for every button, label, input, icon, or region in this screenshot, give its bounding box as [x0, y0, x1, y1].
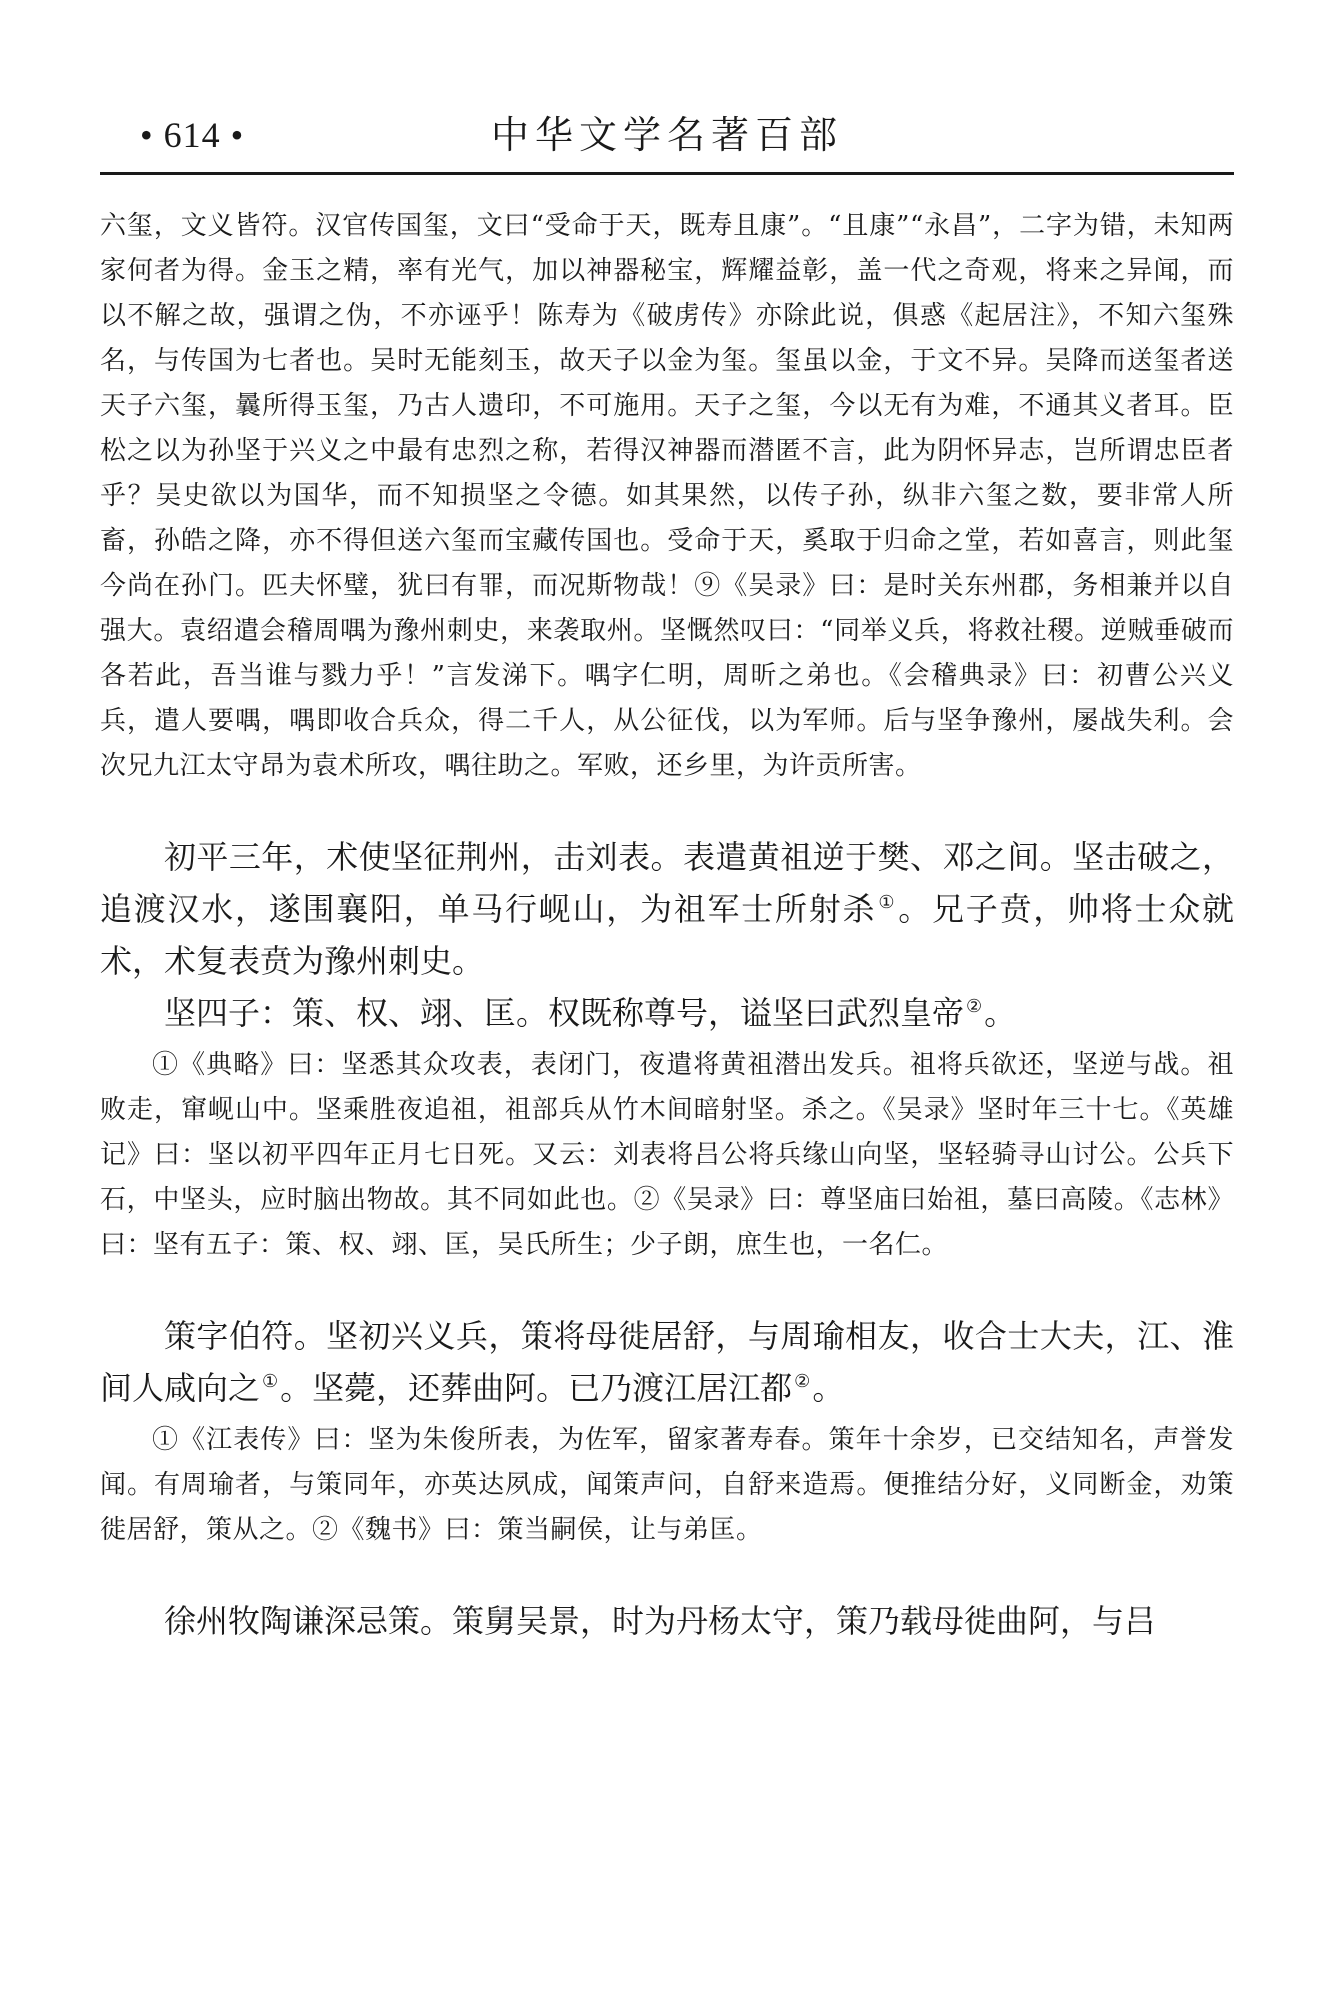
main-text: 。兄子贲，帅将士众就术，术复表贲为豫州刺史。 — [100, 890, 1234, 980]
main-text: 。 — [812, 1369, 845, 1407]
main-paragraph-chuping — [100, 831, 1234, 987]
main-paragraph-four-sons — [100, 987, 1234, 1039]
spacer — [100, 789, 1234, 831]
main-text: 初平三年，术使坚征荆州，击刘表。表遣黄祖逆于樊、邓之间。坚击破之，追渡汉水，遂围襄阳，单马行岘山，为祖军士所射杀 — [100, 838, 1234, 928]
book-title: 中华文学名著百部 — [490, 113, 843, 157]
main-text: 。坚薨，还葬曲阿。已乃渡江居江都 — [280, 1369, 793, 1407]
annotation-block-continued: 六玺，文义皆符。汉官传国玺，文曰“受命于天，既寿且康”。“且康”“永昌”，二字为错，未知两家何者为得。金玉之精，率有光气，加以神器秘宝，辉耀益彰，盖一代之奇观，将来之异闻，而以不解之故，强谓之伪，不亦诬乎！陈寿为《破虏传》亦除此说，俱惑《起居注》，不知六玺殊名，与传国为七者也。吴时无能刻玉，故天子以金为玺。玺虽以金，于文不异。吴降而送玺者送天子六玺，曩所得玉玺，乃古人遗印，不可施用。天子之玺，今以无有为难，不通其义者耳。臣松之以为孙坚于兴义之中最有忠烈之称，若得汉神器而潜匿不言，此为阴怀异志，岂所谓忠臣者乎？吴史欲以为国华，而不知损坚之令德。如其果然，以传子孙，纵非六玺之数，要非常人所畜，孙皓之降，亦不得但送六玺而宝藏传国也。受命于天，奚取于归命之堂，若如喜言，则此玺今尚在孙门。匹夫怀璧，犹曰有罪，而况斯物哉！⑨《吴录》曰：是时关东州郡，务相兼并以自强大。袁绍遣会稽周喁为豫州刺史，来袭取州。坚慨然叹曰：“同举义兵，将救社稷。逆贼垂破而各若此，吾当谁与戮力乎！”言发涕下。喁字仁明，周昕之弟也。《会稽典录》曰：初曹公兴义兵，遣人要喁，喁即收合兵众，得二千人，从公征伐，以为军师。后与坚争豫州，屡战失利。会次兄九江太守昂为袁术所攻，喁往助之。军败，还乡里，为许贡所害。 — [100, 211, 1234, 781]
page-header — [100, 110, 1234, 175]
annotation-block-dianlue: ①《典略》曰：坚悉其众攻表，表闭门，夜遣将黄祖潜出发兵。祖将兵欲还，坚逆与战。祖败走，窜岘山中。坚乘胜夜追祖，祖部兵从竹木间暗射坚。杀之。《吴录》坚时年三十七。《英雄记》曰：坚以初平四年正月七日死。又云：刘表将吕公将兵缘山向坚，坚轻骑寻山讨公。公兵下石，中坚头，应时脑出物故。其不同如此也。②《吴录》曰：尊坚庙曰始祖，墓曰高陵。《志林》曰：坚有五子：策、权、翊、匡，吴氏所生；少子朗，庶生也，一名仁。 — [100, 1050, 1234, 1260]
main-text: 坚四子：策、权、翊、匡。权既称尊号，谥坚曰武烈皇帝 — [164, 994, 965, 1032]
page-body — [100, 204, 1234, 1647]
annotation-block-jiangbiao: ①《江表传》曰：坚为朱俊所表，为佐军，留家著寿春。策年十余岁，已交结知名，声誉发闻。有周瑜者，与策同年，亦英达夙成，闻策声问，自舒来造焉。便推结分好，义同断金，劝策徙居舒，策从之。②《魏书》曰：策当嗣侯，让与弟匡。 — [100, 1425, 1234, 1545]
spacer — [100, 1268, 1234, 1310]
footnote-ref: ② — [794, 1371, 811, 1393]
main-text: 。 — [984, 994, 1017, 1032]
footnote-ref: ① — [878, 892, 897, 914]
main-text: 策字伯符。坚初兴义兵，策将母徙居舒，与周瑜相友，收合士大夫，江、淮间人咸向之 — [100, 1317, 1234, 1407]
spacer — [100, 1553, 1234, 1595]
main-paragraph-ce — [100, 1310, 1234, 1414]
footnote-ref: ① — [262, 1371, 279, 1393]
footnote-ref: ② — [966, 996, 983, 1018]
main-paragraph-xuzhou: 徐州牧陶谦深忌策。策舅吴景，时为丹杨太守，策乃载母徙曲阿，与吕 — [164, 1602, 1157, 1640]
page-number: • 614 • — [140, 115, 245, 155]
